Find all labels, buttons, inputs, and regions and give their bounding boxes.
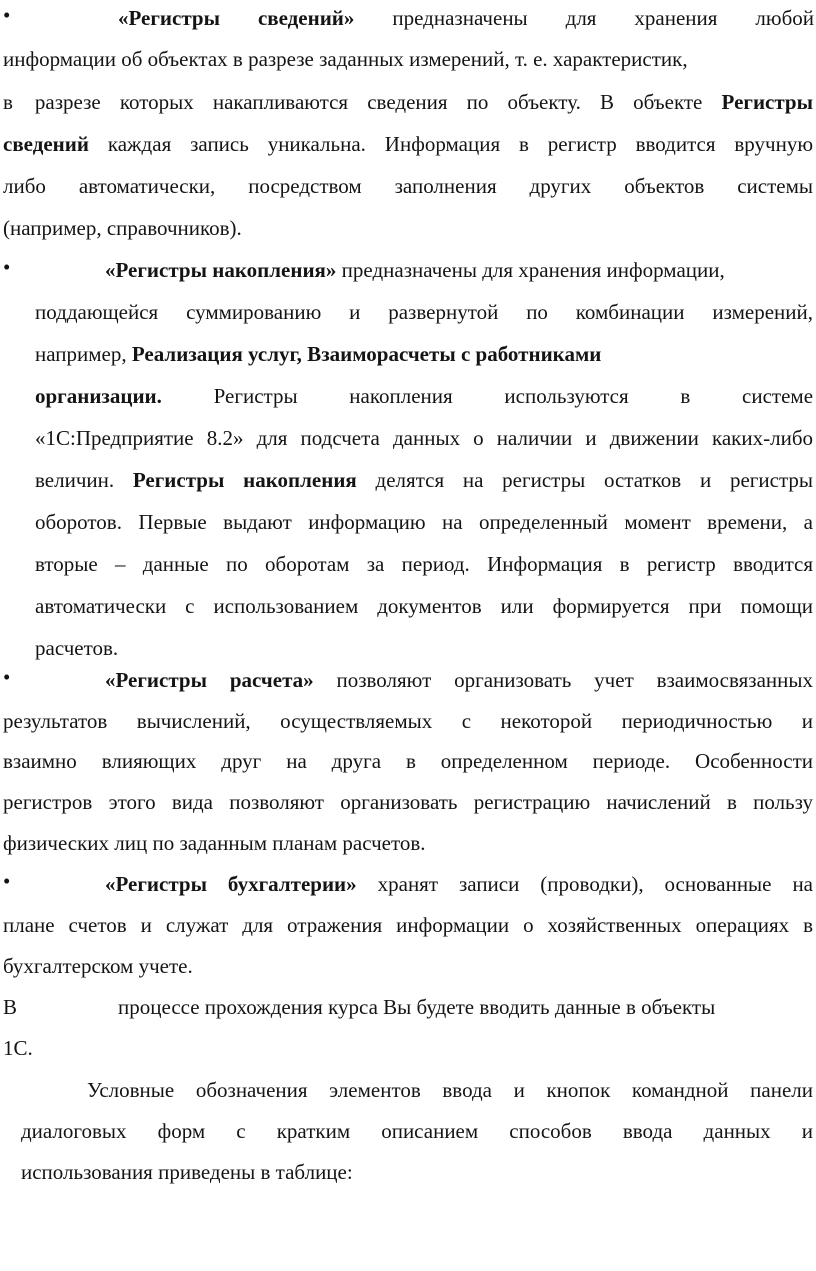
text-line: расчетов. (35, 636, 119, 660)
text-line: организации. Регистры накопления используются в системе (35, 384, 814, 408)
term-bold: «Регистры сведений» (118, 6, 355, 30)
bullet: • (3, 869, 11, 893)
text-line: «Регистры накопления» предназначены для хранения информации, (105, 258, 725, 282)
term-bold: Реализация услуг, Взаиморасчеты с работниками (131, 342, 602, 366)
text-line: «Регистры сведений» предназначены для хранения любой (118, 6, 815, 30)
text-line: поддающейся суммированию и развернутой по комбинации измерений, (35, 300, 813, 324)
text-line: (например, справочников). (3, 216, 242, 240)
text-line: вторые – данные по оборотам за период. Информация в регистр вводится (35, 552, 813, 576)
text-line: либо автоматически, посредством заполнения других объектов системы (3, 174, 813, 198)
text-line: величин. Регистры накопления делятся на регистры остатков и регистры (35, 468, 813, 492)
term-bold: Регистры накопления (132, 468, 357, 492)
text-line: использования приведены в таблице: (21, 1160, 353, 1184)
text-line: в разрезе которых накапливаются сведения по объекту. В объекте Регистры (3, 90, 814, 114)
text-line: В (3, 995, 18, 1019)
term-bold: сведений (3, 132, 89, 156)
text-line: процессе прохождения курса Вы будете вводить данные в объекты (118, 995, 716, 1019)
text-line: «1С:Предприятие 8.2» для подсчета данных о наличии и движении каких-либо (35, 426, 813, 450)
text-line: например, Реализация услуг, Взаиморасчеты с работниками (35, 342, 602, 366)
text-line: автоматически с использованием документов или формируется при помощи (35, 594, 813, 618)
text-line: диалоговых форм с кратким описанием способов ввода данных и (21, 1119, 813, 1143)
term-bold: Регистры (721, 90, 814, 114)
text-line: результатов вычислений, осуществляемых с некоторой периодичностью и (3, 709, 813, 733)
text-line: Условные обозначения элементов ввода и кнопок командной панели (87, 1078, 813, 1102)
bullet: • (3, 665, 11, 689)
text-line: информации об объектах в разрезе заданных измерений, т. е. характеристик, (3, 47, 688, 71)
term-bold: «Регистры накопления» (105, 258, 337, 282)
text-line: взаимно влияющих друг на друга в определенном периоде. Особенности (3, 749, 813, 773)
text-line: регистров этого вида позволяют организовать регистрацию начислений в пользу (3, 790, 813, 814)
text-line: 1С. (3, 1036, 33, 1060)
text-line: бухгалтерском учете. (3, 954, 193, 978)
text-line: физических лиц по заданным планам расчетов. (3, 831, 426, 855)
term-bold: «Регистры бухгалтерии» (105, 872, 357, 896)
bullet: • (3, 3, 11, 27)
term-bold: организации. (35, 384, 162, 408)
text-line: оборотов. Первые выдают информацию на определенный момент времени, а (35, 510, 813, 534)
term-bold: «Регистры расчета» (105, 668, 314, 692)
text-line: «Регистры расчета» позволяют организовать учет взаимосвязанных (105, 668, 813, 692)
text-line: «Регистры бухгалтерии» хранят записи (проводки), основанные на (105, 872, 814, 896)
bullet: • (3, 255, 11, 279)
text-line: плане счетов и служат для отражения информации о хозяйственных операциях в (3, 913, 813, 937)
text-line: сведений каждая запись уникальна. Информация в регистр вводится вручную (3, 132, 814, 156)
